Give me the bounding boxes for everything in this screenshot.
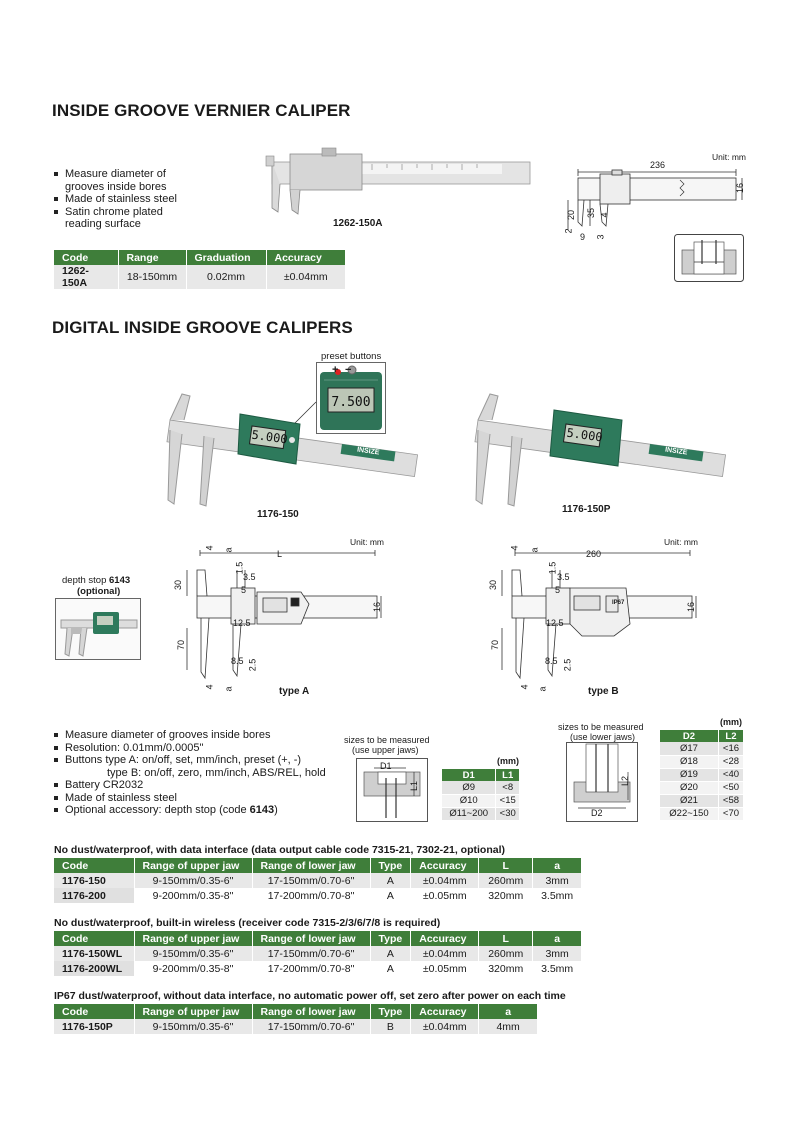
table-cell: 320mm: [479, 961, 533, 976]
depth-stop-label: [62, 575, 130, 586]
spec-table-ip67: [54, 1004, 538, 1034]
section1-title: INSIDE GROOVE VERNIER CALIPER: [52, 101, 351, 120]
spec-table-data-interface: [54, 858, 582, 903]
dim-a-bottom: a: [537, 686, 548, 692]
section2-title: DIGITAL INSIDE GROOVE CALIPERS: [52, 318, 353, 337]
table-cell: 9-150mm/0.35-6": [134, 1019, 252, 1034]
dim-a-bottom: a: [223, 686, 234, 692]
dim-12-5: 12.5: [233, 618, 251, 628]
depth-stop-text: depth stop: [62, 575, 107, 586]
col-header: Accuracy: [411, 1004, 479, 1019]
table-cell: 260mm: [479, 873, 533, 888]
table-cell: Ø18: [660, 755, 718, 768]
feature-item: Measure diameter of grooves inside bores: [54, 729, 344, 742]
upper-unit: (mm): [497, 756, 519, 766]
groove-detail-drawing: [674, 234, 744, 282]
accessory-prefix: Optional accessory: depth stop (code: [65, 804, 250, 816]
dim-4: 4: [599, 212, 610, 218]
table-cell: Ø19: [660, 768, 718, 781]
dim-5: 5: [241, 585, 247, 595]
col-header: Code: [54, 931, 134, 946]
table-cell: <30: [496, 807, 520, 820]
table-cell: Ø17: [660, 742, 718, 755]
table-cell: Ø22~150: [660, 807, 718, 820]
col-header: Range of upper jaw: [134, 931, 252, 946]
col-header: L: [479, 858, 533, 873]
table-cell: 1176-150P: [54, 1019, 134, 1034]
table-cell: A: [370, 888, 411, 903]
col-header: Code: [54, 250, 118, 265]
type-b-label: type B: [588, 686, 619, 697]
dim-20: 20: [566, 209, 577, 221]
table-cell: Ø20: [660, 781, 718, 794]
table-cell: <8: [496, 781, 520, 794]
svg-text:INSIZE: INSIZE: [664, 446, 688, 457]
table-cell: <16: [718, 742, 743, 755]
table-cell: 0.02mm: [186, 265, 266, 289]
type-a-label: type A: [279, 686, 310, 697]
table-cell: <28: [718, 755, 743, 768]
col-header: L2: [718, 730, 743, 742]
unit-label-a: Unit: mm: [350, 537, 384, 547]
table-cell: <70: [718, 807, 743, 820]
col-header: a: [533, 931, 582, 946]
table-cell: 17-200mm/0.70-8": [252, 888, 370, 903]
table-cell: Ø9: [442, 781, 496, 794]
table-cell: 1176-200: [54, 888, 134, 903]
feature-item: Battery CR2032: [54, 779, 344, 792]
table-cell: 18-150mm: [118, 265, 186, 289]
accessory-suffix: ): [274, 804, 278, 816]
table-cell: <58: [718, 794, 743, 807]
ip67-mark: IP67: [612, 600, 625, 606]
dim-30: 30: [173, 579, 184, 591]
lower-l2-label: L2: [620, 775, 631, 787]
feature-item: Buttons type A: on/off, set, mm/inch, preset (+, -): [54, 754, 344, 767]
dim-4: 4: [204, 545, 215, 551]
table-cell: B: [370, 1019, 411, 1034]
preset-buttons-label: preset buttons: [321, 351, 382, 362]
dim-1-5: 1.5: [547, 561, 558, 575]
dim-a: a: [223, 547, 234, 553]
feature-item: Measure diameter of grooves inside bores: [54, 168, 194, 193]
feature-item: Made of stainless steel: [54, 792, 344, 805]
section2-feature-list: [54, 729, 344, 817]
table-cell: 3.5mm: [533, 888, 582, 903]
table-cell: 9-150mm/0.35-6": [134, 873, 252, 888]
col-header: D2: [660, 730, 718, 742]
col-header: Range of lower jaw: [252, 1004, 370, 1019]
lower-jaws-table: [660, 730, 744, 821]
col-header: Range: [118, 250, 186, 265]
table-cell: 1176-200WL: [54, 961, 134, 976]
feature-item: [54, 804, 344, 817]
table-cell: ±0.05mm: [411, 961, 479, 976]
table-cell: ±0.04mm: [411, 946, 479, 961]
col-header: L: [479, 931, 533, 946]
dim-12-5: 12.5: [546, 618, 564, 628]
table-cell: ±0.04mm: [411, 1019, 479, 1034]
dim-8-5: 8.5: [231, 656, 244, 666]
col-header: Accuracy: [266, 250, 346, 265]
table-cell: 17-150mm/0.70-6": [252, 873, 370, 888]
table-cell: 9-200mm/0.35-8": [134, 888, 252, 903]
dim-16: 16: [686, 601, 697, 613]
unit-label: Unit: mm: [712, 152, 746, 162]
col-header: Type: [370, 931, 411, 946]
dim-1-5: 1.5: [234, 561, 245, 575]
preset-minus: −: [345, 364, 352, 376]
table-cell: <40: [718, 768, 743, 781]
dim-3-5: 3.5: [243, 572, 256, 582]
table-cell: ±0.04mm: [411, 873, 479, 888]
feature-item: Satin chrome plated reading surface: [54, 206, 194, 231]
dim-5: 5: [555, 585, 561, 595]
table-cell: Ø11~200: [442, 807, 496, 820]
feature-item: Made of stainless steel: [54, 193, 194, 206]
dim-70: 70: [176, 639, 187, 651]
spec-table-wireless: [54, 931, 582, 976]
dim-16: 16: [735, 182, 746, 194]
col-header: Range of upper jaw: [134, 858, 252, 873]
product-caption: 1262-150A: [333, 218, 383, 229]
col-header: a: [479, 1004, 538, 1019]
col-header: Range of lower jaw: [252, 931, 370, 946]
svg-text:INSIZE: INSIZE: [356, 446, 380, 457]
preset-plus: +: [332, 364, 339, 376]
dim-4-bottom: 4: [204, 684, 215, 690]
upper-sizes-title: sizes to be measured: [344, 735, 430, 745]
dim-70: 70: [490, 639, 501, 651]
type-a-dimension-drawing: [175, 540, 385, 700]
dim-4: 4: [509, 545, 520, 551]
lower-unit: (mm): [720, 717, 742, 727]
upper-jaws-table: [442, 769, 520, 821]
vernier-caliper-image: [262, 140, 532, 220]
svg-text:5.000: 5.000: [565, 425, 604, 445]
table-cell: 9-150mm/0.35-6": [134, 946, 252, 961]
dim-236: 236: [650, 160, 666, 170]
caption-1176-150P: 1176-150P: [562, 504, 611, 515]
feature-subitem: type B: on/off, zero, mm/inch, ABS/REL, hold: [107, 766, 326, 779]
depth-stop-code: 6143: [109, 575, 131, 586]
table-cell: 9-200mm/0.35-8": [134, 961, 252, 976]
dim-2-5: 2.5: [247, 658, 258, 672]
table1-subtitle: No dust/waterproof, with data interface (data output cable code 7315-21, 7302-21, optional): [54, 844, 506, 856]
table-cell: A: [370, 961, 411, 976]
digital-caliper-p-image: [468, 380, 733, 510]
table-cell: <15: [496, 794, 520, 807]
caption-1176-150: 1176-150: [257, 509, 299, 520]
table-cell: 3.5mm: [533, 961, 582, 976]
col-header: Type: [370, 1004, 411, 1019]
table-cell: Ø10: [442, 794, 496, 807]
dim-a: a: [529, 547, 540, 553]
table-cell: 3mm: [533, 946, 582, 961]
table-cell: 4mm: [479, 1019, 538, 1034]
unit-label-b: Unit: mm: [664, 537, 698, 547]
table-cell: 1262-150A: [54, 265, 118, 289]
type-b-dimension-drawing: [490, 540, 700, 700]
upper-d1-label: D1: [380, 761, 392, 771]
table3-subtitle: IP67 dust/waterproof, without data interface, no automatic power off, set zero after power on each time: [54, 990, 566, 1002]
lower-sizes-title: sizes to be measured: [558, 722, 644, 732]
table-cell: 17-200mm/0.70-8": [252, 961, 370, 976]
col-header: Accuracy: [411, 858, 479, 873]
col-header: L1: [496, 769, 520, 781]
dim-2: 2: [563, 228, 574, 234]
section1-feature-list: [54, 168, 194, 231]
col-header: D1: [442, 769, 496, 781]
dim-16: 16: [372, 601, 383, 613]
dim-8-5: 8.5: [545, 656, 558, 666]
table-cell: A: [370, 873, 411, 888]
dim-2-5: 2.5: [562, 658, 573, 672]
dim-3-5: 3.5: [557, 572, 570, 582]
table-cell: ±0.04mm: [266, 265, 346, 289]
col-header: Code: [54, 858, 134, 873]
depth-stop-image: [55, 598, 141, 660]
lower-d2-label: D2: [591, 808, 603, 818]
dim-9: 9: [580, 232, 586, 242]
table2-subtitle: No dust/waterproof, built-in wireless (receiver code 7315-2/3/6/7/8 is required): [54, 917, 441, 929]
lower-sizes-subtitle: (use lower jaws): [570, 732, 636, 742]
dim-30: 30: [488, 579, 499, 591]
dim-3: 3: [595, 234, 606, 240]
table-cell: A: [370, 946, 411, 961]
table-cell: <50: [718, 781, 743, 794]
table-cell: 17-150mm/0.70-6": [252, 1019, 370, 1034]
col-header: Accuracy: [411, 931, 479, 946]
table-cell: ±0.05mm: [411, 888, 479, 903]
col-header: Range of lower jaw: [252, 858, 370, 873]
col-header: Type: [370, 858, 411, 873]
digital-caliper-a-image: [160, 380, 425, 510]
depth-stop-optional: (optional): [77, 586, 121, 597]
dim-L: L: [277, 549, 283, 559]
col-header: a: [533, 858, 582, 873]
dim-260: 260: [586, 549, 602, 559]
table-cell: 17-150mm/0.70-6": [252, 946, 370, 961]
vernier-spec-table: [54, 250, 346, 289]
col-header: Range of upper jaw: [134, 1004, 252, 1019]
upper-l1-label: L1: [409, 780, 420, 792]
table-cell: 3mm: [533, 873, 582, 888]
feature-item: Resolution: 0.01mm/0.0005": [54, 742, 344, 755]
dim-35: 35: [586, 207, 597, 219]
svg-text:5.000: 5.000: [250, 427, 289, 447]
svg-text:7.500: 7.500: [331, 395, 371, 410]
table-cell: 260mm: [479, 946, 533, 961]
table-cell: 1176-150: [54, 873, 134, 888]
dim-4-bottom: 4: [519, 684, 530, 690]
col-header: Graduation: [186, 250, 266, 265]
table-cell: Ø21: [660, 794, 718, 807]
table-cell: 320mm: [479, 888, 533, 903]
accessory-code: 6143: [249, 804, 275, 816]
upper-sizes-subtitle: (use upper jaws): [352, 745, 419, 755]
table-cell: 1176-150WL: [54, 946, 134, 961]
col-header: Code: [54, 1004, 134, 1019]
